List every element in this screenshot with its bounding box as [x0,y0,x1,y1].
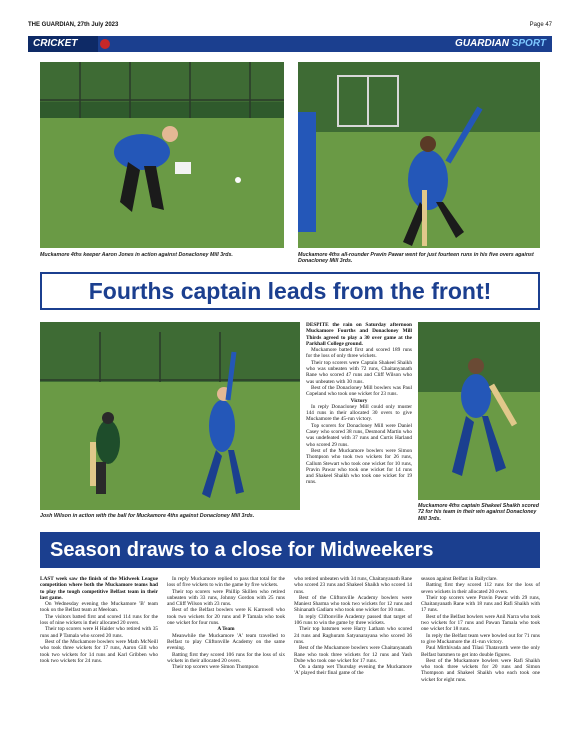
article-midweek-col2 [167,576,285,716]
article-fourths-p: Their top scorers were Captain Shakeel Shaikh who was unbeaten with 72 runs, Chaitanyanath Rane who scored 47 runs and Cliff Wilson who was unbeaten with 30 runs. [306,359,412,385]
article-midweek-col3 [294,576,412,716]
article-midweek-p: Meanwhile the Muckamore 'A' team travelled to Belfast to play Cliftonville Academy on the same evening. [167,632,285,652]
article-fourths-p: Best of the Muckamore bowlers were Simon Thompson who took two wickets for 26 runs, Callum Stewart who took one wicket for 10 runs, Pravin Pawar who took one wicket for 14 runs and Shakeel Shaikh who took one wicket for 19 runs. [306,447,412,486]
photo-captain [418,322,540,500]
article-fourths-p: Best of the Donacloney Mill bowlers was Paul Copeland who took one wicket for 23 runs. [306,384,412,398]
article-fourths-p: Top scorers for Donacloney Mill were Daniel Casey who scored 38 runs, Desmond Martin who was undefeated with 37 runs and Curtis Harland who scored 29 runs. [306,422,412,448]
article-fourths-lead: DESPITE the rain on Saturday afternoon Muckamore Fourths and Donacloney Mill Thirds agreed to play a 30 over game at the Parkhall College ground. [306,322,412,347]
article-midweek-subhead: A Team [217,626,235,633]
article-midweek-col4 [421,576,540,716]
article-midweek-p: The visitors batted first and scored 114 runs for the loss of nine wickets in their allocated 20 overs. [40,613,158,627]
article-midweek-p: Their top scorers were H Haider who retired with 35 runs and P Tamala who scored 20 runs. [40,626,158,639]
article-midweek-p: Batting first they scored 112 runs for the loss of seven wickets in their allocated 20 overs. [421,582,540,595]
article-midweek-p: Best of the Muckamore bowlers were Rafi Shaikh who took three wickets for 20 runs and Simon Thompson and Shakeel Shaikh who each took one wicket for eight runs. [421,657,540,683]
cricket-ball-icon [100,39,110,49]
article-midweek-p: Paul Mirthivada and Tilasi Thatavarth were the only Belfast batsmen to get into double figures. [421,645,540,658]
article-midweek-p: Their top scorers were Simon Thompson [172,664,259,671]
article-midweek-p: Best of the Cliftonville Academy bowlers were Maniest Sharma who took two wickets for 12 runs and Shinanath Gadiam who took one wicket for 10 runs. [294,594,412,614]
page-number: Page 47 [529,22,552,28]
article-midweek-p: Best of the Belfast bowlers were Anil Narra who took two wickets for 17 runs and Pawan Tamala who took one wicket for 18 runs. [421,613,540,633]
article-fourths-p: Muckamore batted first and scored 189 runs for the loss of only three wickets. [306,347,412,360]
article-midweek-p: Their top batsmen were Harry Latham who scored 24 runs and Raghuram Satyanarayana who scored 36 runs. [294,626,412,645]
caption-allrounder: Muckamore 4ths all-rounder Pravin Pawar went for just fourteen runs in his five overs against Donacloney Mill 3rds. [298,252,534,265]
article-midweek-p: Their top scorers were Phillip Skillen who retired unbeaten with 33 runs, Johnny Gordon with 25 runs and Cliff Wilson with 23 runs. [167,588,285,608]
brand-name: GUARDIAN [455,38,509,49]
article-midweek-p: In reply Muckamore replied to pass that total for the loss of five wickets to win the game by five wickets. [167,576,285,589]
article-midweek-p: Best of the Belfast bowlers were K Karnwell who took two wickets for 20 runs and P Tamala who took one wicket for four runs. [167,607,285,627]
article-midweek-p: Best of the Muckamore bowlers were Chaitanyanath Rane who took three wickets for 12 runs and Yash Dube who took one wicket for 17 runs. [294,645,412,664]
article-midweek-p: On Wednesday evening the Muckamore 'B' team took on the Belfast team at Meeloan. [40,601,158,614]
article-midweek-lead: LAST week saw the finish of the Midweek League competition where both the Muckamore teams had to play the tough competitive Belfast team in their last game. [40,576,158,601]
photo-keeper [40,62,284,248]
caption-captain: Muckamore 4ths captain Shakeel Shaikh scored 72 for his team in their win against Donacloney Mill 3rds. [418,503,539,522]
brand-sport: SPORT [511,38,546,49]
article-midweek-p: Their top scorers were Pravin Pawar with 29 runs, Chaitanyanath Rane with 18 runs and Rafi Shaikh with 17 runs. [421,594,540,614]
brand-logo [455,36,546,52]
caption-keeper: Muckamore 4ths keeper Aaron Jones in action against Donacloney Mill 3rds. [40,252,233,258]
photo-bowler [40,322,300,510]
section-banner [28,36,552,52]
photo-allrounder [298,62,540,248]
article-midweek-p: who retired unbeaten with 34 runs, Chaitanyanath Rane who scored 23 runs and Shakeel Shaikh who scored 14 runs. [294,576,412,595]
headline-midweek [40,532,540,568]
article-midweek-p: season against Belfast in Ballyclare. [421,576,498,582]
article-fourths [306,322,412,518]
article-fourths-subhead: Victory [350,397,368,404]
paper-date: THE GUARDIAN, 27th July 2023 [28,22,119,28]
page-header [28,22,552,32]
caption-bowler: Josh Wilson in action with the ball for Muckamore 4ths against Donacloney Mill 3rds. [40,513,255,519]
article-midweek-p: On a damp wet Thursday evening the Muckamore 'A' played their final game of the [294,664,412,677]
article-midweek-p: Best of the Muckamore bowlers were Math McNeill who took three wickets for 17 runs, Aaron Gill who took two wickets for 14 runs and Karl Gribben who took two wickets for 24 runs. [40,638,158,664]
article-midweek-col1 [40,576,158,716]
article-midweek-p: In reply the Belfast team were bowled out for 71 runs to give Muckamore the 41-run victory. [421,632,540,645]
headline-midweek-text: Season draws to a close for Midweekers [50,538,434,561]
headline-fourths-text: Fourths captain leads from the front! [88,277,492,304]
headline-fourths [40,272,540,310]
article-midweek-p: In reply Cliftonville Academy passed that target of 106 runs to win the game by three wickets. [294,613,412,627]
section-label: CRICKET [28,36,98,52]
article-midweek-p: Batting first they scored 106 runs for the loss of six wickets in their allocated 20 overs. [167,651,285,664]
article-fourths-p: In reply Donacloney Mill could only muster 144 runs in their allocated 30 overs to give Muckamore the 45-run victory. [306,403,412,423]
